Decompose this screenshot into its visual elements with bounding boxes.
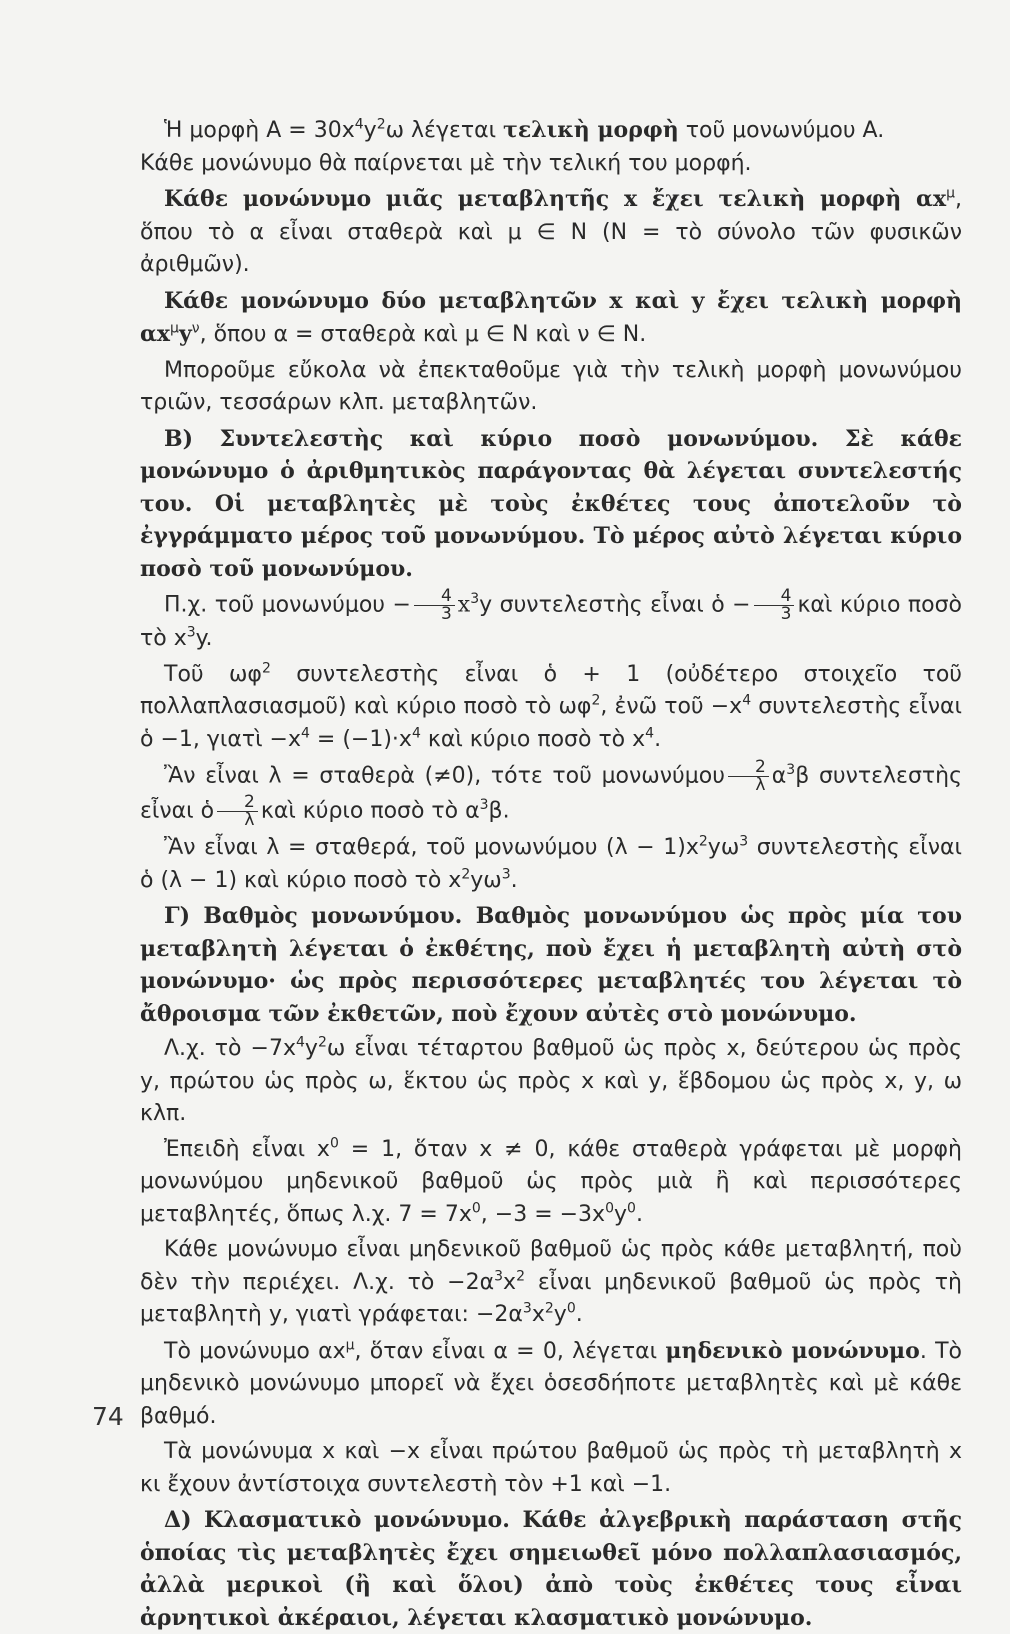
fraction-4-3-b: $\frac{4}{3}$ — [754, 588, 795, 623]
paragraph-omega-phi: Τοῦ $\omega\varphi^2$ συντελεστὴς εἶναι ὁ + 1 (οὐδέτερο στοιχεῖο τοῦ πολλαπλασιασμοῦ) καὶ κύριο ποσὸ τὸ $\omega\varphi^2$, ἐνῶ τοῦ $-x^4$ συντελεστὴς εἶναι ὁ −1, γιατὶ $-x^4 = (-1)\cdot x^4$ καὶ κύριο ποσὸ τὸ $x^4$. — [140, 660, 963, 752]
fraction-2-lambda: $\frac{2}{\lambda}$ — [728, 759, 769, 794]
paragraph-example-coefficient: Π.χ. τοῦ μονωνύμου − $\frac{4}{3}$ $x^3y$ συντελεστὴς εἶναι ὁ − $\frac{4}{3}$ καὶ κύριο ποσὸ τὸ $x^3y$. — [140, 586, 962, 651]
paragraph-two-variables: Κάθε μονώνυμο δύο μεταβλητῶν x καὶ y ἔχει τελικὴ μορφὴ $\alpha x^\mu y^\nu$, ὅπου α = σταθερὰ καὶ μ ∈ N καὶ ν ∈ N. — [140, 287, 962, 347]
paragraph-one-variable: Κάθε μονώνυμο μιᾶς μεταβλητῆς x ἔχει τελικὴ μορφὴ $\alpha x^\mu$, ὅπου τὸ α εἶναι σταθερὰ καὶ μ ∈ N (N = τὸ σύνολο τῶν φυσικῶν ἀριθμῶν). — [140, 185, 962, 277]
paragraph-lambda-constant: Ἂν εἶναι λ = σταθερὰ (≠0), τότε τοῦ μονωνύμου $\frac{2}{\lambda}$ $\alpha^3\beta$ συντελεστὴς εἶναι ὁ $\frac{2}{\lambda}$ καὶ κύριο ποσὸ τὸ $\alpha^3\beta$. — [140, 757, 962, 830]
fraction-2-lambda-b: $\frac{2}{\lambda}$ — [217, 794, 258, 829]
paragraph-x-minus-x: Τὰ μονώνυμα x καὶ −x εἶναι πρώτου βαθμοῦ ὡς πρὸς τὴ μεταβλητὴ x κι ἔχουν ἀντίστοιχα συντελεστὴ τὸν +1 καὶ −1. — [140, 1439, 962, 1497]
section-b-heading: Β) Συντελεστὴς καὶ κύριο ποσὸ μονωνύμου. Σὲ κάθε μονώνυμο ὁ ἀριθμητικὸς παράγοντας θὰ λέγεται συντελεστής του. Οἱ μεταβλητὲς μὲ τοὺς ἐκθέτες τους ἀποτελοῦν τὸ ἐγγράμματο μέρος τοῦ μονωνύμου. Τὸ μέρος αὐτὸ λέγεται κύριο ποσὸ τοῦ μονωνύμου. — [140, 425, 962, 582]
paragraph-degree-example: Λ.χ. τὸ $-7x^4y^2\omega$ εἶναι τέταρτου βαθμοῦ ὡς πρὸς x, δεύτερου ὡς πρὸς y, πρώτου ὡς πρὸς ω, ἕκτου ὡς πρὸς x καὶ y, ἕβδομου ὡς πρὸς x, y, ω κλπ. — [140, 1034, 962, 1126]
paragraph-extension: Μποροῦμε εὔκολα νὰ ἐπεκταθοῦμε γιὰ τὴν τελικὴ μορφὴ μονωνύμου τριῶν, τεσσάρων κλπ. μεταβλητῶν. — [140, 357, 962, 415]
section-g-heading: Γ) Βαθμὸς μονωνύμου. Βαθμὸς μονωνύμου ὡς πρὸς μία του μεταβλητὴ λέγεται ὁ ἐκθέτης, ποὺ ἔχει ἡ μεταβλητὴ αὐτὴ στὸ μονώνυμο· ὡς πρὸς περισσότερες μεταβλητές του λέγεται τὸ ἄθροισμα τῶν ἐκθετῶν, ποὺ ἔχουν αὐτὲς στὸ μονώνυμο. — [140, 903, 962, 1027]
paragraph-zero-monomial: Τὸ μονώνυμο $\alpha x^\mu$, ὅταν εἶναι α = 0, λέγεται μηδενικὸ μονώνυμο. Τὸ μηδενικὸ μονώνυμο μπορεῖ νὰ ἔχει ὁσεσδήποτε μεταβλητὲς καὶ μὲ κάθε βαθμό. — [140, 1337, 962, 1429]
fraction-4-3: $\frac{4}{3}$ — [414, 588, 455, 623]
page-number: 74 — [92, 1402, 124, 1431]
body-text — [140, 114, 962, 1634]
section-d-heading: Δ) Κλασματικὸ μονώνυμο. Κάθε ἀλγεβρικὴ παράσταση στῆς ὁποίας τὶς μεταβλητὲς ἔχει σημειωθεῖ μόνο πολλαπλασιασμός, ἀλλὰ μερικοὶ (ἢ καὶ ὅλοι) ἀπὸ τοὺς ἐκθέτες τους εἶναι ἀρνητικοὶ ἀκέραιοι, λέγεται κλασματικὸ μονώνυμο. — [140, 1507, 962, 1631]
paragraph-lambda-minus-one: Ἂν εἶναι λ = σταθερά, τοῦ μονωνύμου $(\lambda - 1)x^2y\omega^3$ συντελεστὴς εἶναι ὁ (λ − 1) καὶ κύριο ποσὸ τὸ $x^2y\omega^3$. — [140, 833, 962, 893]
paragraph-zero-degree-variable: Κάθε μονώνυμο εἶναι μηδενικοῦ βαθμοῦ ὡς πρὸς κάθε μεταβλητή, ποὺ δὲν τὴν περιέχει. Λ.χ. τὸ $-2\alpha^3x^2$ εἶναι μηδενικοῦ βαθμοῦ ὡς πρὸς τὴ μεταβλητὴ y, γιατὶ γράφεται: $-2\alpha^3x^2y^0$. — [140, 1237, 962, 1327]
paragraph-zero-degree: Ἐπειδὴ εἶναι $x^0 = 1$, ὅταν x ≠ 0, κάθε σταθερὰ γράφεται μὲ μορφὴ μονωνύμου μηδενικοῦ βαθμοῦ ὡς πρὸς μιὰ ἢ καὶ περισσότερες μεταβλητές, ὅπως λ.χ. $7 = 7x^0$, $-3 = -3x^0y^0$. — [140, 1135, 962, 1227]
paragraph-final-form: Ἡ μορφὴ $A = 30x^4y^2\omega$ λέγεται τελικὴ μορφὴ τοῦ μονωνύμου A. Κάθε μονώνυμο θὰ παίρνεται μὲ τὴν τελική του μορφή. — [140, 116, 885, 176]
